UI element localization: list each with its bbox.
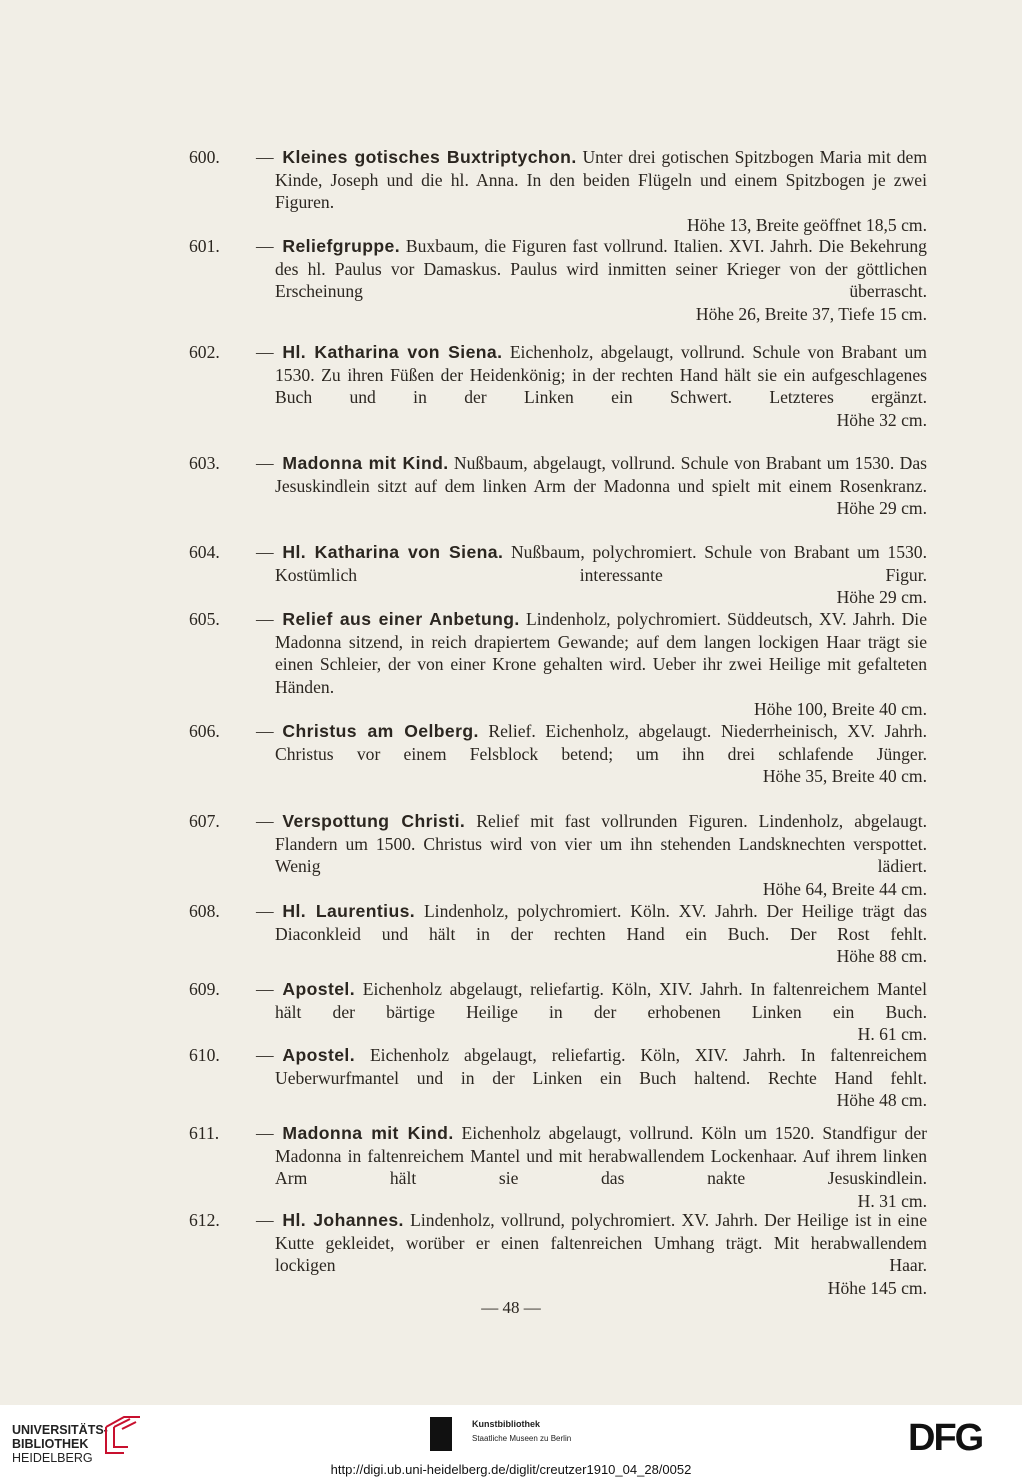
entry-dash: — [256, 901, 274, 921]
entry-title: Apostel. [282, 1045, 355, 1065]
entry-body [256, 810, 927, 900]
entry-number: 608. [189, 901, 220, 921]
entry-measurements: Höhe 35, Breite 40 cm. [762, 766, 927, 787]
catalog-entry [189, 720, 927, 788]
entry-number: 603. [189, 453, 220, 473]
entry-title: Hl. Katharina von Siena. [282, 342, 503, 362]
entry-number: 609. [189, 979, 220, 999]
entry-measurements: Höhe 64, Breite 44 cm. [762, 878, 927, 899]
ub-logo-line1: UNIVERSITÄTS- [12, 1423, 108, 1437]
entry-title: Apostel. [282, 979, 355, 999]
entry-measurements: Höhe 48 cm. [836, 1090, 927, 1111]
entry-dash: — [256, 236, 274, 256]
entry-description: Eichenholz abgelaugt, vollrund. Köln um 1520. Standfigur der Madonna in faltenreichem Mantel und mit herabwallendem Lockenhaar. Auf ihrem linken Arm hält sie das nakte Jesuskindlein. [275, 1123, 927, 1189]
page-number: — 48 — [481, 1298, 541, 1317]
catalog-entry [189, 608, 927, 721]
kunstbibliothek-mark-icon [430, 1417, 452, 1451]
entry-body [256, 1122, 927, 1212]
entry-description: Relief mit fast vollrunden Figuren. Lindenholz, abgelaugt. Flandern um 1500. Christus wird von vier um ihn stehenden Landsknechten verspottet. Wenig lädiert. [275, 811, 927, 877]
entry-measurements: H. 31 cm. [857, 1190, 927, 1211]
ub-logo-line3: HEIDELBERG [12, 1451, 93, 1465]
entry-dash: — [256, 1045, 274, 1065]
catalog-entry [189, 452, 927, 520]
footer-bar [0, 1405, 1022, 1465]
source-url[interactable]: http://digi.ub.uni-heidelberg.de/diglit/creutzer1910_04_28/0052 [330, 1462, 692, 1477]
catalog-entry [189, 1044, 927, 1112]
entry-number: 607. [189, 811, 220, 831]
entry-number: 601. [189, 236, 220, 256]
entry-description: Lindenholz, vollrund, polychromiert. XV. Jahrh. Der Heilige ist in eine Kutte gekleidet, worüber er einen faltenreichen Umhang trägt. Mit herabwallendem lockigen Haar. [275, 1210, 928, 1276]
entry-measurements: Höhe 145 cm. [827, 1277, 927, 1298]
entry-body [256, 978, 927, 1046]
entry-number: 611. [189, 1123, 220, 1143]
entry-description: Nußbaum, polychromiert. Schule von Brabant um 1530. Kostümlich interessante Figur. [275, 542, 927, 585]
entry-measurements: Höhe 29 cm. [836, 498, 927, 519]
entry-title: Verspottung Christi. [282, 811, 466, 831]
entry-title: Hl. Laurentius. [282, 901, 416, 921]
entry-title: Madonna mit Kind. [282, 453, 449, 473]
entry-number: 604. [189, 542, 220, 562]
entry-number: 610. [189, 1045, 220, 1065]
catalog-entry [189, 900, 927, 968]
entry-dash: — [256, 1123, 274, 1143]
entry-description: Buxbaum, die Figuren fast vollrund. Italien. XVI. Jahrh. Die Bekehrung des hl. Paulus vor Damaskus. Paulus wird inmitten seiner Krieger von der göttlichen Erscheinung überrascht. [275, 236, 927, 302]
catalog-entry [189, 1122, 927, 1212]
entry-measurements: Höhe 29 cm. [836, 587, 927, 608]
entry-body [256, 452, 927, 520]
entry-dash: — [256, 147, 274, 167]
entry-title: Relief aus einer Anbetung. [282, 609, 520, 629]
entry-measurements: Höhe 26, Breite 37, Tiefe 15 cm. [695, 303, 927, 324]
entry-number: 606. [189, 721, 220, 741]
entry-body [256, 341, 927, 431]
entry-body [256, 146, 927, 236]
entry-dash: — [256, 342, 274, 362]
entry-description: Eichenholz abgelaugt, reliefartig. Köln, XIV. Jahrh. In faltenreichem Mantel hält der bärtige Heilige in der erhobenen Linken ein Buch. [275, 979, 927, 1022]
entry-dash: — [256, 609, 274, 629]
catalog-entry [189, 541, 927, 609]
entry-body [256, 235, 927, 325]
dfg-logo[interactable]: DFG [908, 1417, 983, 1459]
entry-dash: — [256, 542, 274, 562]
entry-title: Madonna mit Kind. [282, 1123, 454, 1143]
entry-description: Eichenholz abgelaugt, reliefartig. Köln, XIV. Jahrh. In faltenreichem Ueberwurfmantel und in der Linken ein Buch haltend. Rechte Hand fehlt. [275, 1045, 927, 1088]
catalog-entry [189, 978, 927, 1046]
catalog-entry [189, 146, 927, 236]
entry-description: Unter drei gotischen Spitzbogen Maria mit dem Kinde, Joseph und die hl. Anna. In den beiden Flügeln und einem Spitzbogen je zwei Figuren. [275, 147, 927, 213]
entry-title: Hl. Katharina von Siena. [282, 542, 504, 562]
entry-body [256, 608, 927, 721]
catalog-entry [189, 810, 927, 900]
ub-logo-line2: BIBLIOTHEK [12, 1437, 89, 1451]
kunstbibliothek-name: Kunstbibliothek [472, 1419, 540, 1429]
entry-body [256, 1044, 927, 1112]
entry-title: Kleines gotisches Buxtriptychon. [282, 147, 577, 167]
ub-mark-icon [102, 1413, 142, 1455]
entry-number: 612. [189, 1210, 220, 1230]
entry-body [256, 1209, 928, 1299]
entry-description: Lindenholz, polychromiert. Süddeutsch, XV. Jahrh. Die Madonna sitzend, in reich drapiertem Gewande; auf dem langen lockigen Haar trägt sie einen Schleier, der von einer Krone gehalten wird. Ueber ihr zwei Heilige mit gefalteten Händen. [275, 609, 927, 697]
entry-number: 605. [189, 609, 220, 629]
entry-description: Nußbaum, abgelaugt, vollrund. Schule von Brabant um 1530. Das Jesuskindlein sitzt auf dem linken Arm der Madonna und spielt mit einem Rosenkranz. [275, 453, 927, 496]
entry-dash: — [256, 979, 274, 999]
entry-measurements: Höhe 32 cm. [836, 409, 927, 430]
entry-measurements: Höhe 13, Breite geöffnet 18,5 cm. [686, 214, 927, 235]
ub-heidelberg-logo[interactable] [12, 1423, 108, 1465]
catalog-entry [189, 235, 927, 325]
entry-measurements: H. 61 cm. [857, 1024, 927, 1045]
entry-description: Eichenholz, abgelaugt, vollrund. Schule von Brabant um 1530. Zu ihren Füßen der Heidenkönig; in der rechten Hand hält sie ein aufgeschlagenes Buch und in der Linken ein Schwert. Letzteres ergänzt. [275, 342, 927, 408]
entry-description: Lindenholz, polychromiert. Köln. XV. Jahrh. Der Heilige trägt das Diaconkleid und hält in der rechten Hand ein Buch. Der Rost fehlt. [275, 901, 927, 944]
entry-body [256, 541, 927, 609]
entry-dash: — [256, 811, 274, 831]
entry-title: Christus am Oelberg. [282, 721, 479, 741]
entry-description: Relief. Eichenholz, abgelaugt. Niederrheinisch, XV. Jahrh. Christus vor einem Felsblock betend; um ihn drei schlafende Jünger. [275, 721, 927, 764]
entry-dash: — [256, 453, 274, 473]
kunstbibliothek-subtitle: Staatliche Museen zu Berlin [472, 1434, 572, 1443]
entry-body [256, 720, 927, 788]
catalog-entry [189, 1209, 927, 1299]
catalog-entry [189, 341, 927, 431]
entry-measurements: Höhe 100, Breite 40 cm. [754, 699, 927, 720]
entry-dash: — [256, 721, 274, 741]
entry-measurements: Höhe 88 cm. [836, 946, 927, 967]
entry-title: Reliefgruppe. [282, 236, 401, 256]
entry-dash: — [256, 1210, 274, 1230]
entry-title: Hl. Johannes. [282, 1210, 404, 1230]
entry-number: 600. [189, 147, 220, 167]
entry-body [256, 900, 927, 968]
entry-number: 602. [189, 342, 220, 362]
